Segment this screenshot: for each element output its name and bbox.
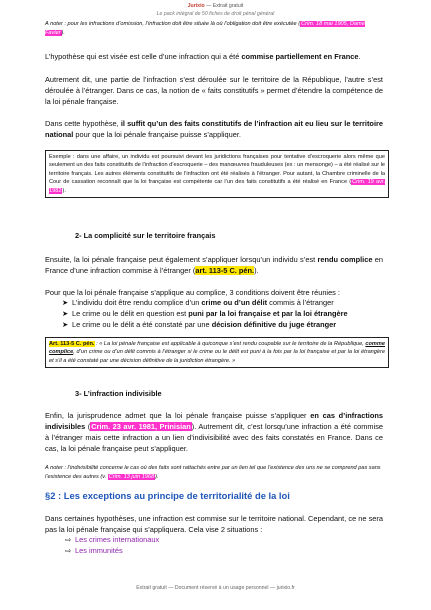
paragraph: Ensuite, la loi pénale française peut également s’appliquer lorsqu’un individu s’est rendu complice en France d’une infraction commise à l’étranger (art. 113-5 C. pén.). bbox=[45, 255, 384, 275]
paragraph: Dans cette hypothèse, il suffit qu’un des faits constitutifs de l’infraction ait eu lieu sur le territoire national pour que la loi pénale française puisse s’appliquer. bbox=[45, 119, 383, 139]
paragraph: Pour que la loi pénale française s’applique au complice, 3 conditions doivent être réunies : bbox=[45, 288, 340, 297]
article-ref: Art. 113-5 C. pén. bbox=[49, 341, 95, 347]
citation: Crim. 18 mai 1905, Dame Favier bbox=[45, 21, 365, 36]
note-indivisibility: A noter : l’indivisibilité concerne le cas où des faits sont rattachés entre par un lien tel que l’existence des uns ne se comprend pas sans l’existence des autres (v. Crim. 13 juin 1968). bbox=[45, 465, 381, 480]
arrow-bullet-icon: ➤ bbox=[62, 298, 69, 307]
paragraph: Autrement dit, une partie de l’infraction s’est déroulée sur le territoire de la République, l’autre s’est déroulée à l’étranger. Dans ce cas, la notion de « faits constitutifs » permet d’étendre la compétence de la loi pénale française. bbox=[45, 75, 383, 106]
example-box: Exemple : dans une affaire, un individu est poursuivi devant les juridictions françaises pour tentative d’escroquerie alors même que seulement un des faits constitutifs de l’infraction d’escroquerie – des manœuvres frauduleuses (ex : un mensonge) – a été réalisé sur le territoire français. Les autres éléments constitutifs de l’infraction ont été réalisés à l’étranger. Pour autant, la Chambre criminelle de la Cour de cassation reconnaît que la loi française est compétente car l’un des faits constitutifs a été réalisé en France (Crim. 19 avr. 1982). bbox=[45, 150, 389, 198]
header-extract: — Extrait gratuit bbox=[204, 3, 244, 9]
list-item: ➤ Le crime ou le délit en question est puni par la loi française et par la loi étrangère bbox=[62, 309, 348, 318]
list-item: ➤ Le crime ou le délit a été constaté par une décision définitive du juge étranger bbox=[62, 320, 337, 329]
note-omission: A noter : pour les infractions d’omission, l’infraction doit être située là où l’obligation doit être exécutée (Crim. 18 mai 1905, Dame Favier). bbox=[45, 21, 365, 36]
section-heading: §2 : Les exceptions au principe de territorialité de la loi bbox=[45, 490, 290, 501]
citation: Crim. 13 juin 1968 bbox=[108, 474, 155, 480]
paragraph: Enfin, la jurisprudence admet que la loi pénale française puisse s’appliquer en cas d’infractions indivisibles (Crim. 23 avr. 1981, Prinisian). Autrement dit, c’est lorsqu’une infraction a été commise à l’étranger mais cette infraction a un lien d’indivisibilité avec des faits constatés en France. Dans ce cas, la loi pénale française peut s’appliquer. bbox=[45, 411, 384, 453]
footer: Extrait gratuit — Document réservé à un usage personnel — jurixio.fr bbox=[136, 585, 295, 591]
list-item: ➤ L’individu doit être rendu complice d’un crime ou d’un délit commis à l’étranger bbox=[62, 298, 334, 307]
citation: art. 113-5 C. pén. bbox=[195, 266, 255, 275]
brand-name[interactable]: Jurixio bbox=[187, 3, 205, 9]
subheading: 3- L’infraction indivisible bbox=[75, 389, 162, 398]
paragraph: Dans certaines hypothèses, une infraction est commise sur le territoire national. Cependant, ce ne sera pas la loi pénale française qui s’appliquera. Cela vise 2 situations : bbox=[45, 514, 383, 534]
citation: Crim. 23 avr. 1981, Prinisian bbox=[91, 422, 191, 431]
citation: Crim. 19 avr. 1982 bbox=[49, 179, 385, 194]
list-item: ⇨ Les immunités bbox=[65, 546, 123, 555]
subheading: 2- La complicité sur le territoire français bbox=[75, 231, 216, 240]
arrow-outline-icon: ⇨ bbox=[65, 546, 72, 555]
arrow-outline-icon: ⇨ bbox=[65, 535, 72, 544]
arrow-bullet-icon: ➤ bbox=[62, 320, 69, 329]
article-box: Art. 113-5 C. pén. : « La loi pénale française est applicable à quiconque s’est rendu coupable sur le territoire de la République, comme complice, d’un crime ou d’un délit commis à l’étranger si le crime ou le délit est puni à la fois par la loi française et par la loi étrangère et s’il a été constaté par une décision définitive de la juridiction étrangère. » bbox=[45, 337, 389, 368]
arrow-bullet-icon: ➤ bbox=[62, 309, 69, 318]
paragraph: L’hypothèse qui est visée est celle d’une infraction qui a été commise partiellement en France. bbox=[45, 52, 361, 61]
header-subtitle: Le pack intégral de 50 fiches de droit pénal général bbox=[156, 11, 275, 17]
list-item: ⇨ Les crimes internationaux bbox=[65, 535, 160, 544]
header-line bbox=[0, 3, 431, 9]
